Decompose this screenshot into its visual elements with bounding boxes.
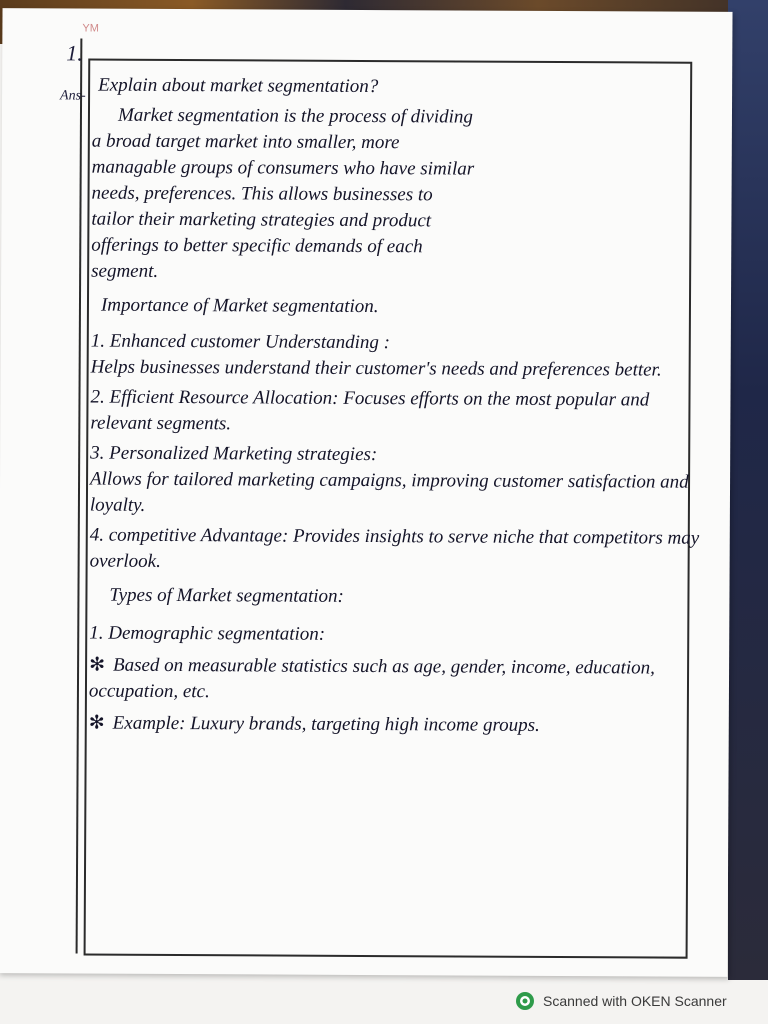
margin-line xyxy=(76,39,83,954)
importance-point xyxy=(90,385,705,440)
definition-line: tailor their marketing strategies and product xyxy=(91,208,432,232)
asterisk-icon: ✻ xyxy=(89,654,106,676)
asterisk-icon: ✻ xyxy=(88,712,105,734)
types-bullet xyxy=(89,711,704,740)
page-mark: YM xyxy=(82,22,99,35)
question-text: Explain about market segmentation? xyxy=(98,74,379,98)
definition-line: segment. xyxy=(91,260,159,282)
scanner-watermark-text: Scanned with OKEN Scanner xyxy=(543,993,727,1009)
importance-point-text: Focuses efforts on the most popular and relevant segments. xyxy=(90,387,650,435)
importance-point-text: Helps businesses understand their customer's needs and preferences better. xyxy=(90,356,662,381)
definition-line: offerings to better specific demands of each xyxy=(91,234,423,258)
answer-marker: Ans- xyxy=(60,88,86,104)
scanner-watermark xyxy=(515,990,760,1012)
types-bullet xyxy=(89,653,704,708)
importance-point-title: 4. competitive Advantage: xyxy=(89,524,289,547)
importance-point-text: Provides insights to serve niche that competitors may overlook. xyxy=(89,525,700,572)
types-heading: Types of Market segmentation: xyxy=(109,584,344,607)
importance-heading: Importance of Market segmentation. xyxy=(100,294,379,318)
importance-point-title: 1. Enhanced customer Understanding : xyxy=(90,330,391,354)
background-surface-right xyxy=(728,0,768,980)
types-bullet-text: Example: Luxury brands, targeting high income groups. xyxy=(112,712,540,736)
importance-point xyxy=(91,329,706,384)
definition-line: needs, preferences. This allows businesses to xyxy=(91,182,433,206)
answer-content xyxy=(89,69,708,746)
question-number: 1. xyxy=(66,40,83,66)
types-bullet-text: Based on measurable statistics such as age, gender, income, education, occupation, etc. xyxy=(88,654,656,703)
types-first-item: 1. Demographic segmentation: xyxy=(89,622,326,645)
definition-paragraph xyxy=(91,103,707,288)
importance-point xyxy=(90,441,705,522)
scanner-logo-icon xyxy=(515,991,535,1011)
definition-line: Market segmentation is the process of dividing xyxy=(117,104,473,128)
importance-point-title: 2. Efficient Resource Allocation: xyxy=(90,386,339,409)
notebook-page xyxy=(0,8,733,977)
importance-point xyxy=(90,523,705,578)
importance-point-text: Allows for tailored marketing campaigns, improving customer satisfaction and loyalty. xyxy=(89,468,689,516)
definition-line: managable groups of consumers who have similar xyxy=(91,156,475,180)
definition-line: a broad target market into smaller, more xyxy=(91,130,400,154)
importance-point-title: 3. Personalized Marketing strategies: xyxy=(90,442,378,466)
